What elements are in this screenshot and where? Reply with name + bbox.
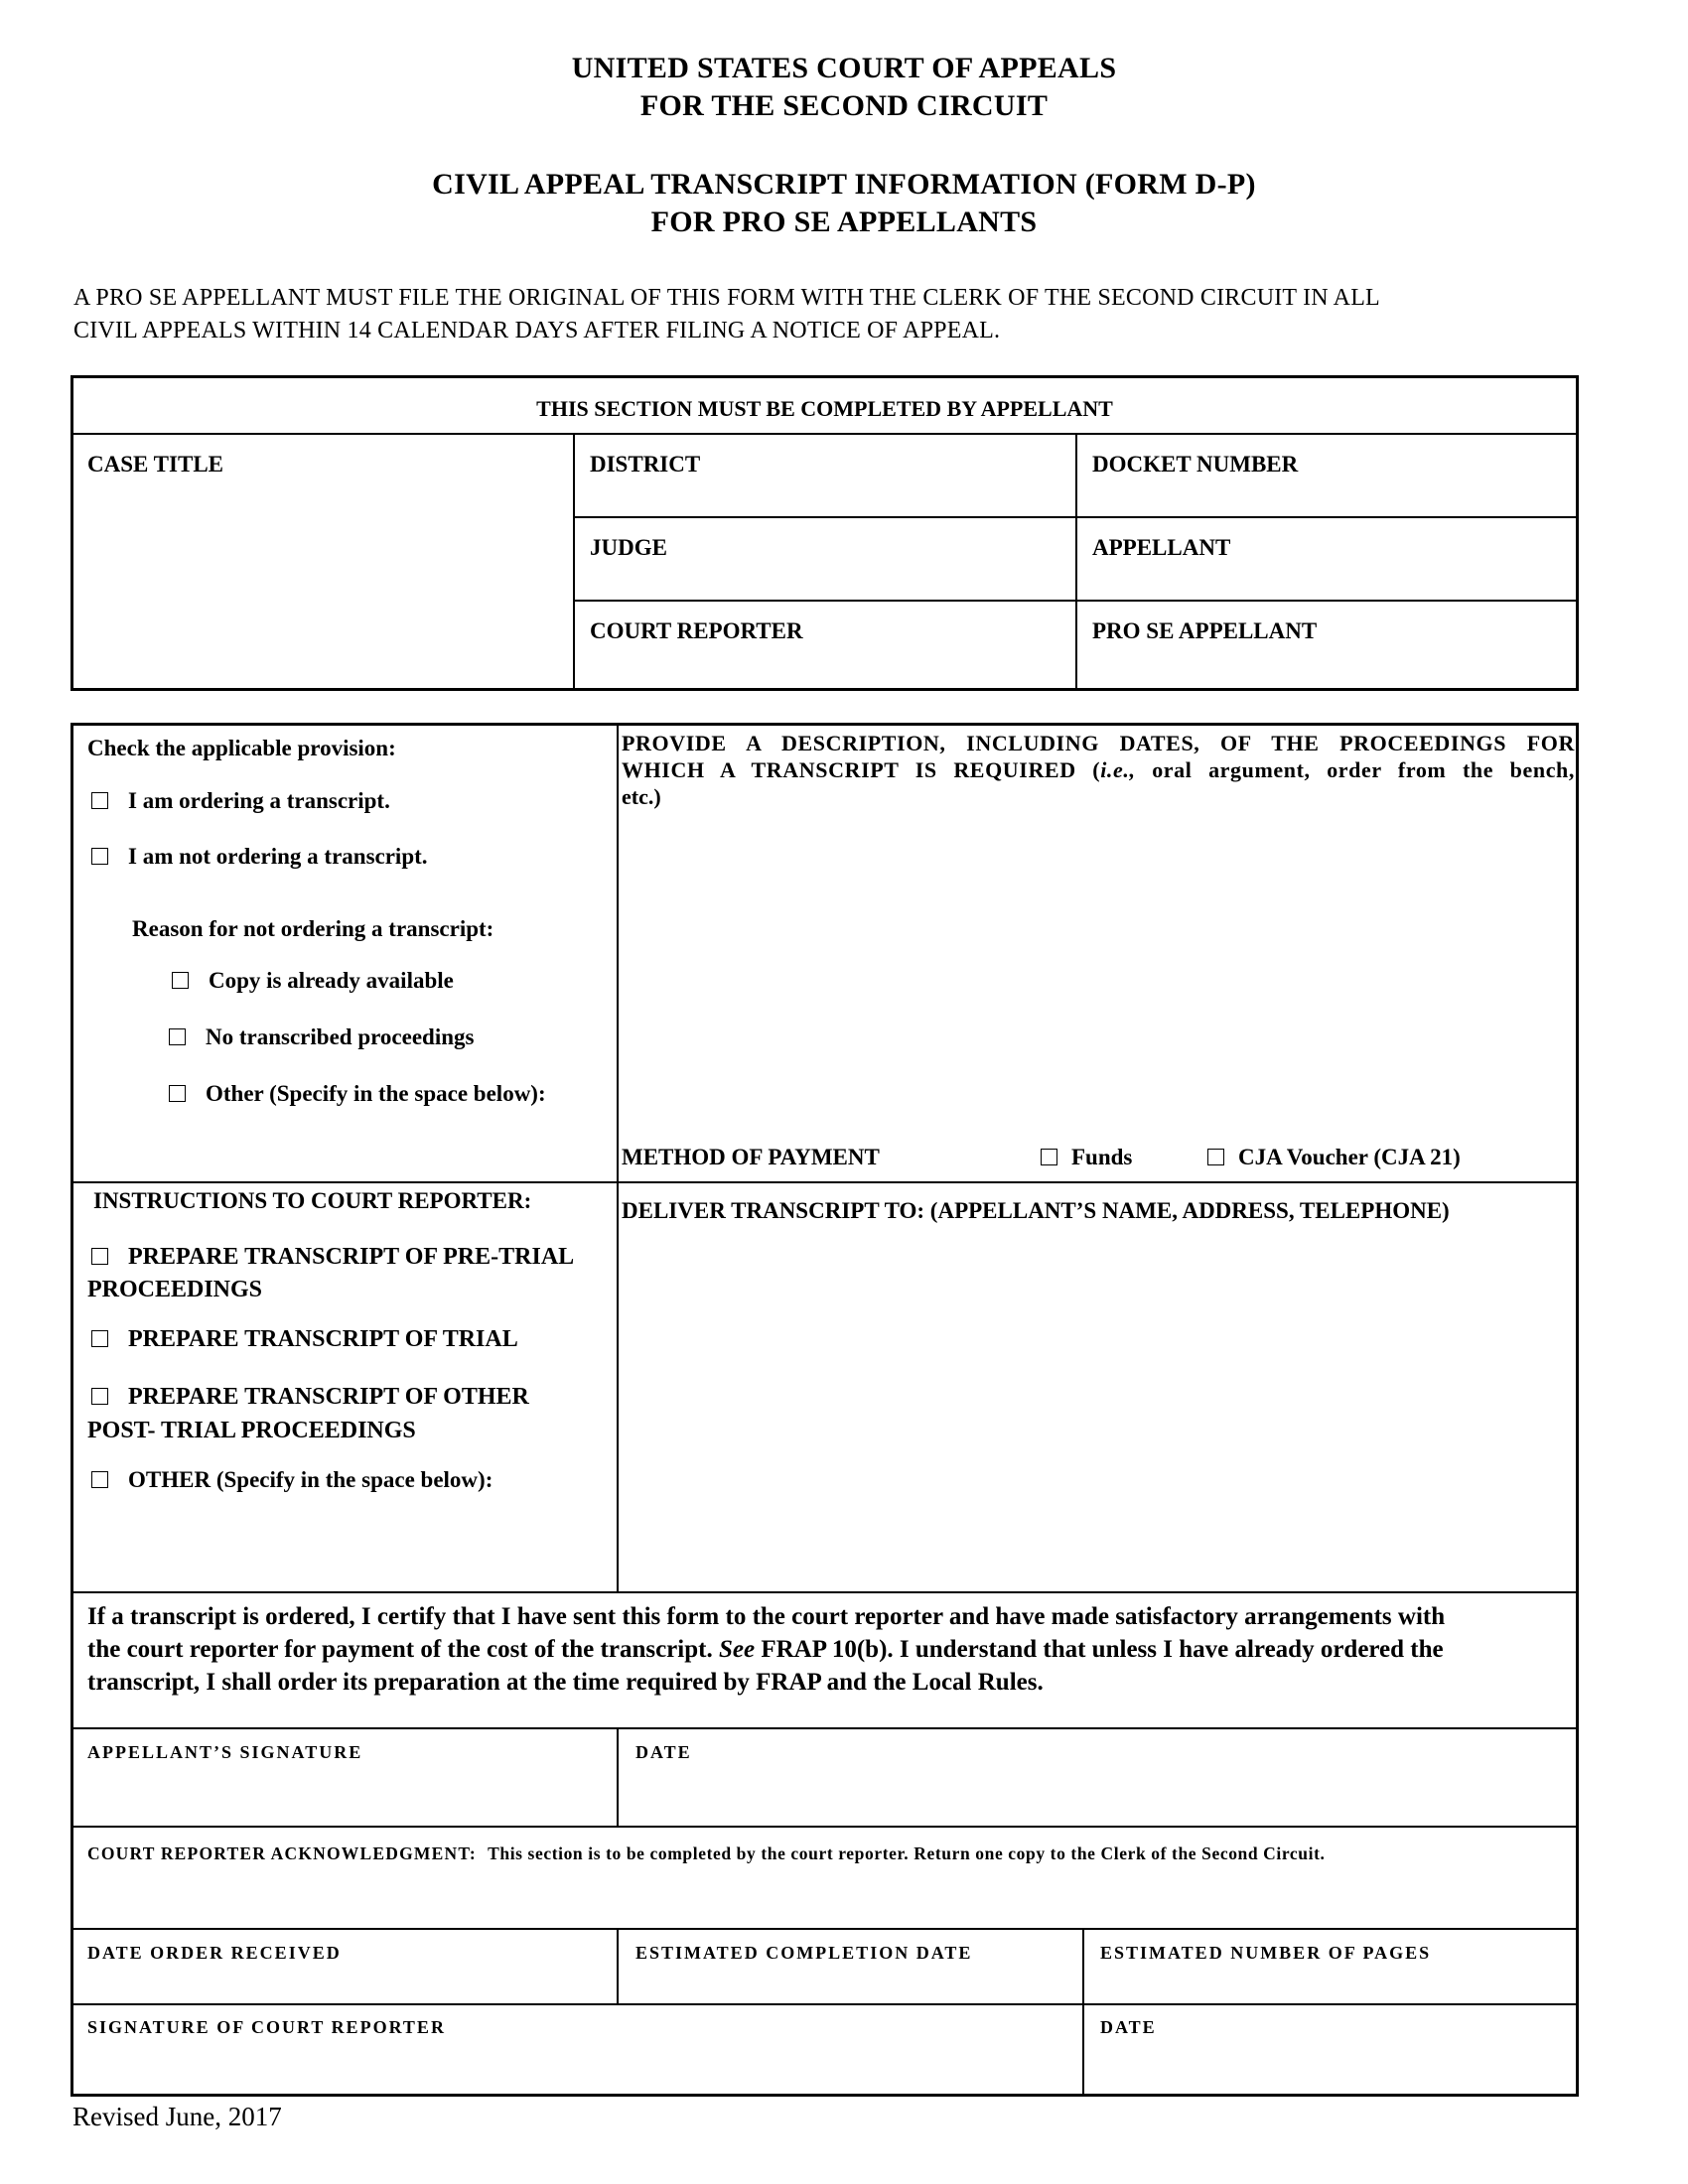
divider: [573, 433, 575, 691]
reason-copy-option[interactable]: [172, 967, 454, 995]
court-reporter-field[interactable]: [576, 647, 1072, 687]
court-heading: [0, 50, 1688, 125]
case-title-field[interactable]: [73, 480, 570, 687]
trial-text: PREPARE TRANSCRIPT OF TRIAL: [128, 1326, 518, 1352]
appellant-signature-field[interactable]: [73, 1769, 615, 1824]
checkbox[interactable]: [1207, 1149, 1224, 1165]
case-title-label: CASE TITLE: [87, 452, 224, 477]
divider: [617, 1727, 619, 1826]
intro-line-1: A PRO SE APPELLANT MUST FILE THE ORIGINAL OF THIS FORM WITH THE CLERK OF THE SECOND CIRCUIT IN ALL: [73, 285, 1380, 311]
deliver-to-label: DELIVER TRANSCRIPT TO: (APPELLANT’S NAME, ADDRESS, TELEPHONE): [622, 1198, 1450, 1223]
description-line-2: [622, 756, 1575, 783]
divider: [70, 1181, 1579, 1183]
checkbox[interactable]: [172, 972, 189, 989]
checkbox[interactable]: [91, 792, 108, 809]
divider: [1075, 433, 1077, 691]
posttrial-text: PREPARE TRANSCRIPT OF OTHER: [128, 1384, 529, 1410]
reason-title: Reason for not ordering a transcript:: [132, 916, 494, 941]
court-reporter-label: COURT REPORTER: [590, 618, 803, 643]
appellant-signature-label: APPELLANT’S SIGNATURE: [87, 1742, 363, 1762]
proceedings-description-field[interactable]: [620, 816, 1575, 1134]
trial-option[interactable]: [91, 1325, 518, 1353]
est-pages-label: ESTIMATED NUMBER OF PAGES: [1100, 1943, 1432, 1963]
not-ordering-transcript-option[interactable]: [91, 843, 428, 871]
payment-cja-text: CJA Voucher (CJA 21): [1238, 1145, 1461, 1169]
reason-copy-text: Copy is already available: [209, 968, 454, 993]
posttrial-line-1: [87, 1380, 529, 1414]
checkbox[interactable]: [91, 1330, 108, 1347]
est-pages-field[interactable]: [1085, 1970, 1575, 2001]
divider: [617, 723, 619, 1591]
pretrial-line-1: [87, 1241, 574, 1274]
checkbox[interactable]: [91, 1388, 108, 1405]
pro-se-appellant-field[interactable]: [1078, 647, 1575, 687]
appellant-section-title: THIS SECTION MUST BE COMPLETED BY APPELLANT: [536, 396, 1113, 421]
proceedings-description-label: [622, 730, 1575, 810]
checkbox[interactable]: [169, 1028, 186, 1045]
divider: [70, 2003, 1579, 2005]
description-ie: i.e.,: [1100, 757, 1136, 782]
intro-line-2: CIVIL APPEALS WITHIN 14 CALENDAR DAYS AFTER FILING A NOTICE OF APPEAL.: [73, 318, 1001, 343]
checkbox[interactable]: [91, 848, 108, 865]
reporter-signature-label: SIGNATURE OF COURT REPORTER: [87, 2017, 446, 2037]
reporter-date-field[interactable]: [1085, 2045, 1575, 2093]
certification-line-1: If a transcript is ordered, I certify that I have sent this form to the court reporter and have made satisfactory arrangements with: [87, 1603, 1446, 1630]
reason-other-option[interactable]: [169, 1080, 546, 1108]
payment-method-label: METHOD OF PAYMENT: [622, 1145, 880, 1169]
appellant-date-field[interactable]: [620, 1769, 1575, 1824]
not-ordering-transcript-text: I am not ordering a transcript.: [128, 844, 428, 869]
revised-date: Revised June, 2017: [72, 2102, 282, 2131]
est-completion-label: ESTIMATED COMPLETION DATE: [635, 1943, 973, 1963]
certification-text: [87, 1600, 1567, 1699]
checkbox[interactable]: [169, 1085, 186, 1102]
date-order-received-label: DATE ORDER RECEIVED: [87, 1943, 342, 1963]
divider: [1082, 1928, 1084, 2097]
appellant-date-label: DATE: [635, 1742, 692, 1762]
payment-funds-option[interactable]: [1041, 1144, 1132, 1171]
form-subtitle: FOR PRO SE APPELLANTS: [650, 205, 1038, 238]
deliver-to-field[interactable]: [620, 1231, 1575, 1588]
est-completion-field[interactable]: [620, 1970, 1080, 2001]
certification-line-2b: FRAP 10(b). I understand that unless I have already ordered the: [755, 1636, 1444, 1663]
payment-funds-text: Funds: [1071, 1145, 1133, 1169]
other-text: OTHER (Specify in the space below):: [128, 1467, 493, 1492]
pretrial-line-2: PROCEEDINGS: [87, 1277, 263, 1302]
reporter-ack-text: [87, 1843, 1326, 1864]
instructions-title: INSTRUCTIONS TO COURT REPORTER:: [93, 1188, 532, 1213]
pro-se-appellant-label: PRO SE APPELLANT: [1092, 618, 1318, 643]
divider: [70, 1826, 1579, 1828]
divider: [70, 433, 1579, 435]
posttrial-line-2: POST- TRIAL PROCEEDINGS: [87, 1418, 416, 1443]
circuit-name: FOR THE SECOND CIRCUIT: [639, 89, 1049, 122]
description-line-2b: oral argument, order from the bench,: [1135, 757, 1575, 782]
description-line-1: PROVIDE A DESCRIPTION, INCLUDING DATES, OF THE PROCEEDINGS FOR: [622, 731, 1575, 755]
judge-field[interactable]: [576, 564, 1072, 598]
divider: [70, 1928, 1579, 1930]
reporter-signature-field[interactable]: [73, 2045, 1080, 2093]
description-line-3: etc.): [622, 784, 661, 809]
date-order-received-field[interactable]: [73, 1970, 615, 2001]
pretrial-text: PREPARE TRANSCRIPT OF PRE-TRIAL: [128, 1244, 575, 1270]
district-field[interactable]: [576, 480, 1072, 514]
form-heading: [0, 166, 1688, 241]
divider: [70, 1591, 1579, 1593]
court-name: UNITED STATES COURT OF APPEALS: [571, 52, 1117, 84]
docket-number-label: DOCKET NUMBER: [1092, 452, 1299, 477]
divider: [70, 1727, 1579, 1729]
appellant-field[interactable]: [1078, 564, 1575, 598]
pretrial-option[interactable]: [87, 1241, 574, 1306]
reporter-date-label: DATE: [1100, 2017, 1157, 2037]
reason-other-text: Other (Specify in the space below):: [206, 1081, 546, 1106]
check-provision-title: Check the applicable provision:: [87, 736, 396, 760]
divider: [617, 1928, 619, 2003]
docket-number-field[interactable]: [1078, 480, 1575, 514]
checkbox[interactable]: [91, 1248, 108, 1265]
certification-see: See: [718, 1636, 756, 1663]
reporter-ack-note: This section is to be completed by the court reporter. Return one copy to the Clerk of the Second Circuit.: [488, 1843, 1326, 1863]
ordering-transcript-text: I am ordering a transcript.: [128, 788, 390, 813]
other-option[interactable]: [91, 1466, 492, 1494]
ordering-transcript-option[interactable]: [91, 787, 390, 815]
certification-line-2a: the court reporter for payment of the cost of the transcript.: [87, 1636, 719, 1663]
posttrial-option[interactable]: [87, 1380, 529, 1447]
description-line-2a: WHICH A TRANSCRIPT IS REQUIRED (: [622, 757, 1101, 782]
divider: [573, 516, 1579, 518]
district-label: DISTRICT: [590, 452, 701, 477]
filing-instructions: [73, 282, 1603, 347]
divider: [573, 600, 1579, 602]
checkbox[interactable]: [91, 1471, 108, 1488]
reason-none-text: No transcribed proceedings: [206, 1024, 475, 1049]
certification-line-3: transcript, I shall order its preparation at the time required by FRAP and the Local Rules.: [87, 1669, 1044, 1696]
reporter-ack-label: COURT REPORTER ACKNOWLEDGMENT:: [87, 1843, 477, 1863]
reason-none-option[interactable]: [169, 1024, 474, 1051]
certification-line-2: [87, 1633, 1567, 1666]
form-title: CIVIL APPEAL TRANSCRIPT INFORMATION (FORM D-P): [432, 168, 1256, 201]
judge-label: JUDGE: [590, 535, 667, 560]
checkbox[interactable]: [1041, 1149, 1057, 1165]
appellant-label: APPELLANT: [1092, 535, 1231, 560]
payment-cja-option[interactable]: [1207, 1144, 1461, 1171]
